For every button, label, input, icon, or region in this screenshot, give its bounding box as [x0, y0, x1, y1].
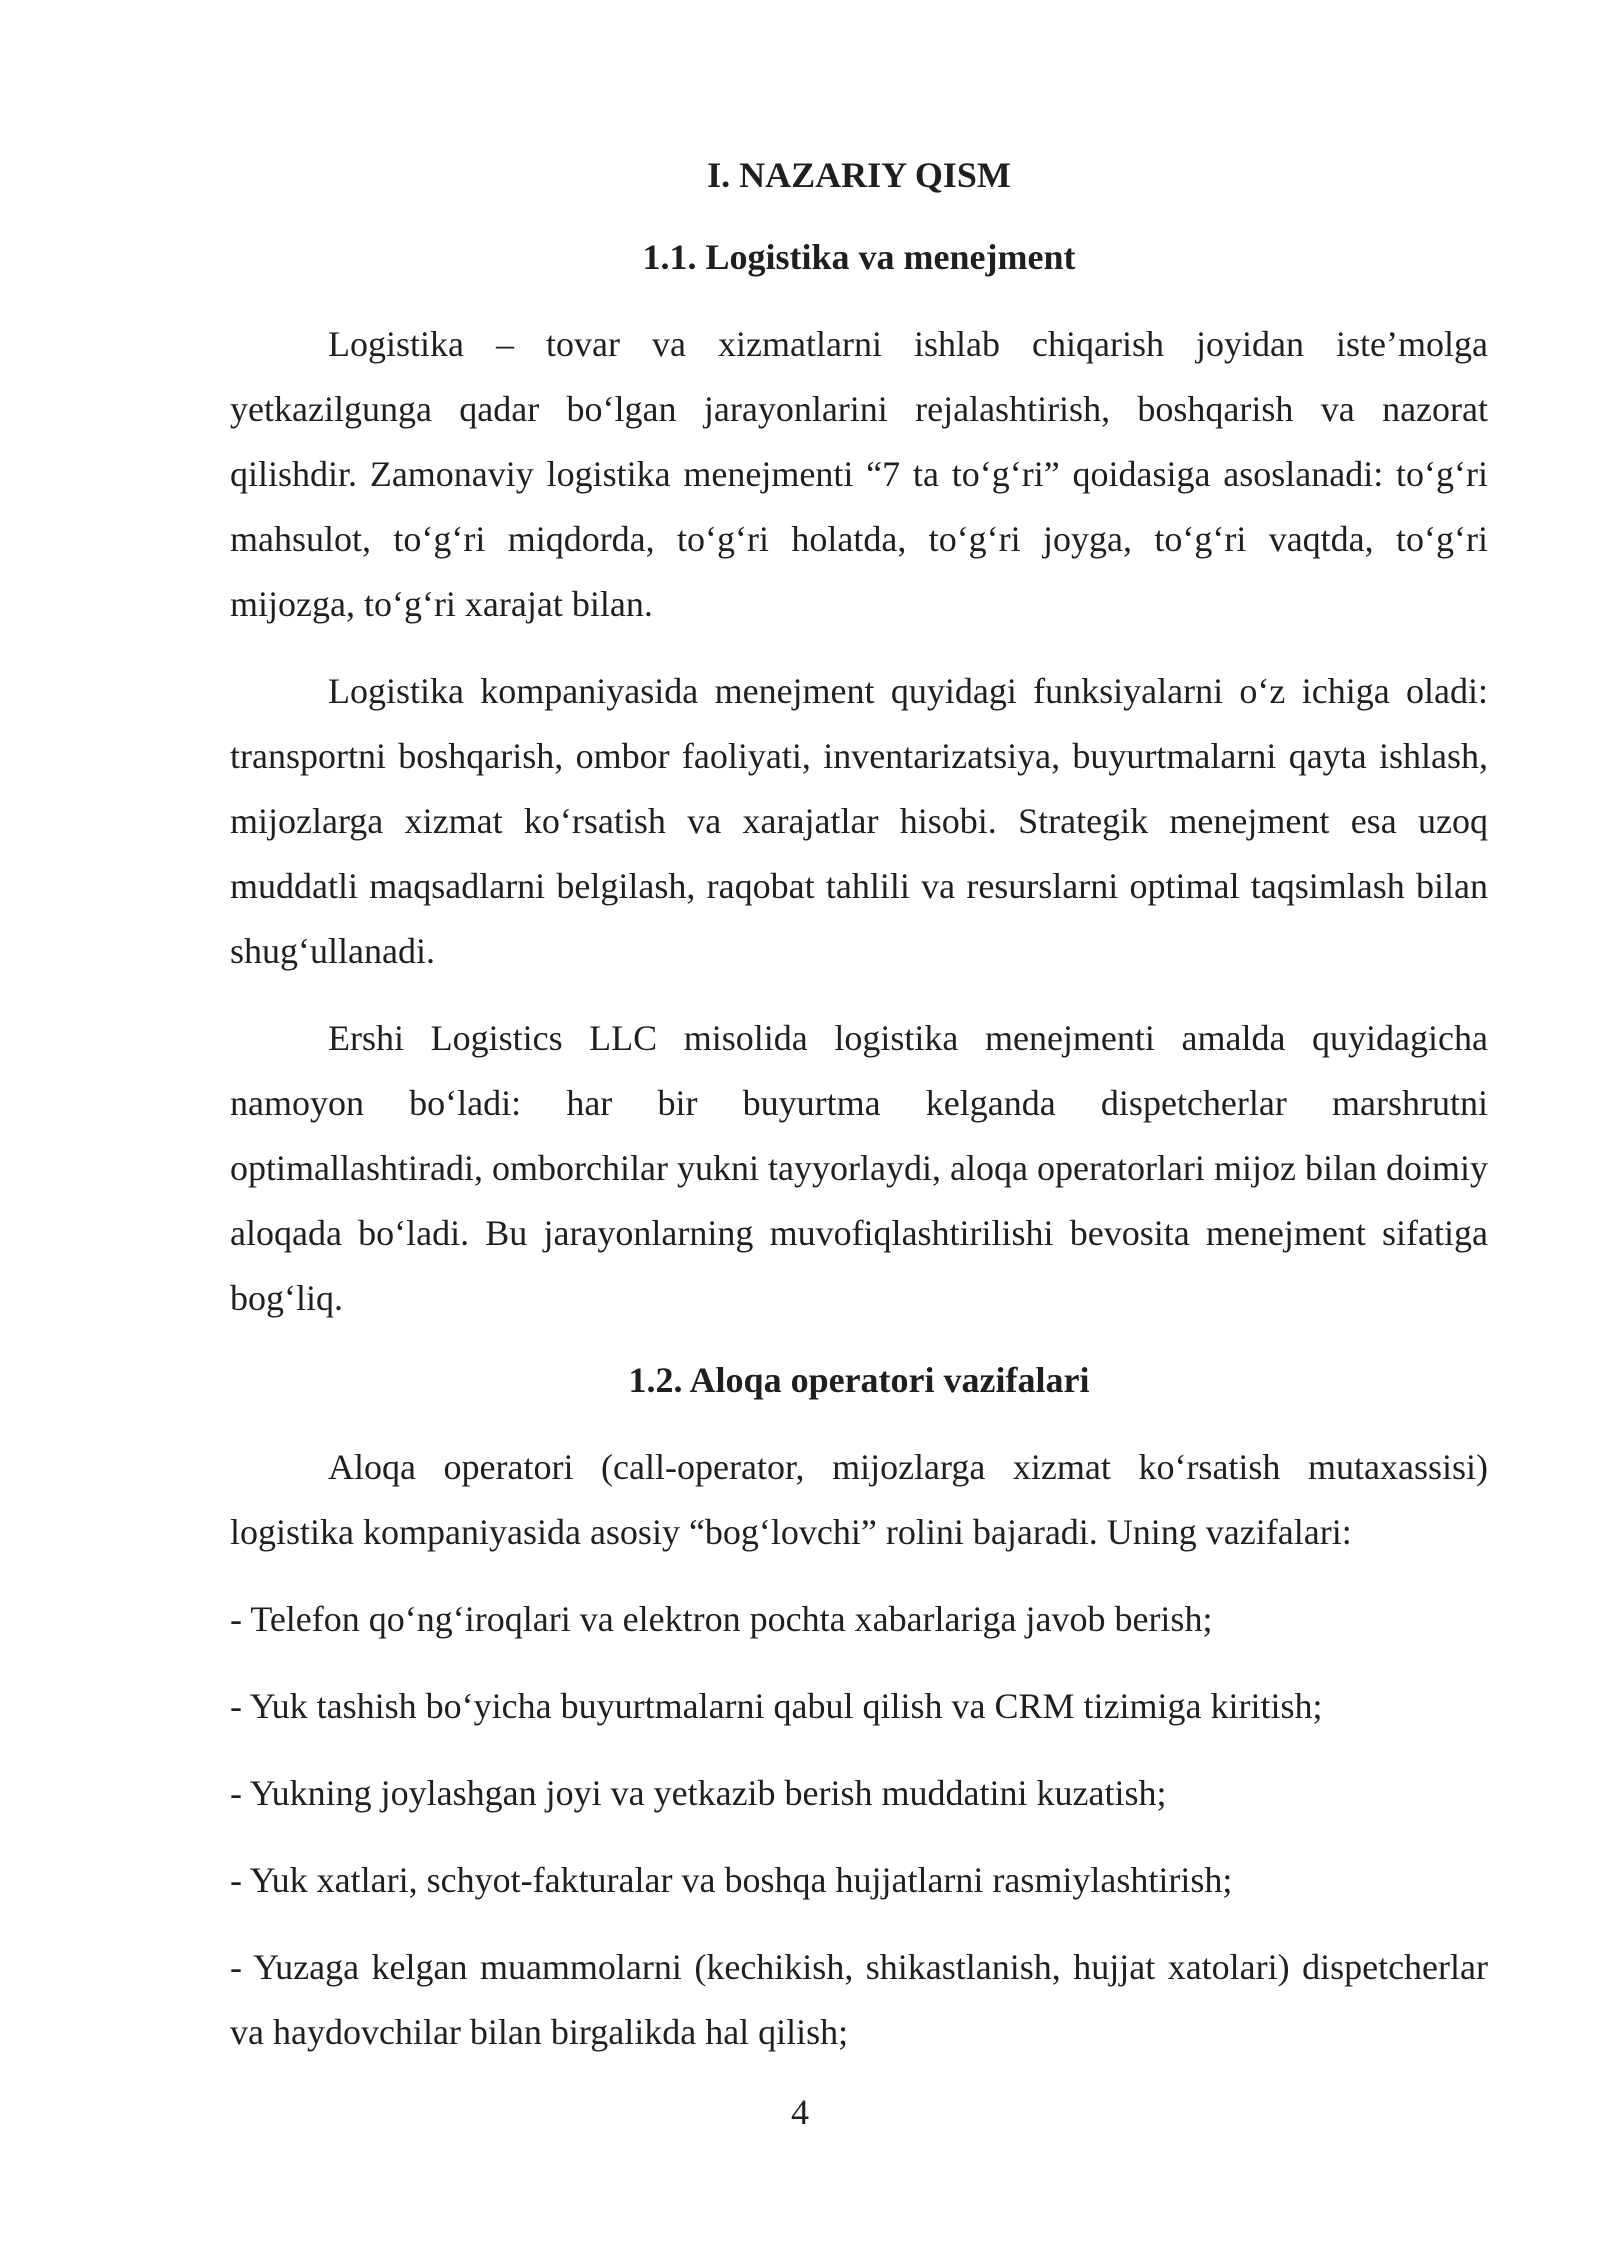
list-item: - Telefon qo‘ng‘iroqlari va elektron pochta xabarlariga javob berish; [230, 1599, 1213, 1639]
list-item: - Yukning joylashgan joyi va yetkazib berish muddatini kuzatish; [230, 1773, 1167, 1813]
list-item: - Yuk xatlari, schyot-fakturalar va boshqa hujjatlarni rasmiylashtirish; [230, 1860, 1233, 1900]
page-content [230, 148, 1488, 2087]
section-title-1-2: 1.2. Aloqa operatori vazifalari [628, 1360, 1090, 1400]
paragraph: Aloqa operatori (call-operator, mijozlarga xizmat ko‘rsatish mutaxassisi) logistika kompaniyasida asosiy “bog‘lovchi” rolini bajaradi. Uning vazifalari: [230, 1447, 1488, 1552]
part-title: I. NAZARIY QISM [707, 155, 1011, 195]
duties-list [230, 1587, 1488, 2065]
list-item: - Yuzaga kelgan muammolarni (kechikish, shikastlanish, hujjat xatolari) dispetcherlar va haydovchilar bilan birgalikda hal qilish; [230, 1947, 1488, 2052]
section-title-1-1: 1.1. Logistika va menejment [642, 237, 1076, 277]
page-number: 4 [791, 2092, 809, 2132]
paragraph: Logistika – tovar va xizmatlarni ishlab chiqarish joyidan iste’molga yetkazilgunga qadar bo‘lgan jarayonlarini rejalashtirish, boshqarish va nazorat qilishdir. Zamonaviy logistika menejmenti “7 ta to‘g‘ri” qoidasiga asoslanadi: to‘g‘ri mahsulot, to‘g‘ri miqdorda, to‘g‘ri holatda, to‘g‘ri joyga, to‘g‘ri vaqtda, to‘g‘ri mijozga, to‘g‘ri xarajat bilan. [230, 324, 1488, 624]
paragraph: Logistika kompaniyasida menejment quyidagi funksiyalarni o‘z ichiga oladi: transportni boshqarish, ombor faoliyati, inventarizatsiya, buyurtmalarni qayta ishlash, mijozlarga xizmat ko‘rsatish va xarajatlar hisobi. Strategik menejment esa uzoq muddatli maqsadlarni belgilash, raqobat tahlili va resurslarni optimal taqsimlash bilan shug‘ullanadi. [230, 671, 1488, 971]
paragraph: Ershi Logistics LLC misolida logistika menejmenti amalda quyidagicha namoyon bo‘ladi: har bir buyurtma kelganda dispetcherlar marshrutni optimallashtiradi, omborchilar yukni tayyorlaydi, aloqa operatorlari mijoz bilan doimiy aloqada bo‘ladi. Bu jarayonlarning muvofiqlashtirilishi bevosita menejment sifatiga bog‘liq. [230, 1018, 1488, 1318]
list-item: - Yuk tashish bo‘yicha buyurtmalarni qabul qilish va CRM tizimiga kiritish; [230, 1686, 1323, 1726]
